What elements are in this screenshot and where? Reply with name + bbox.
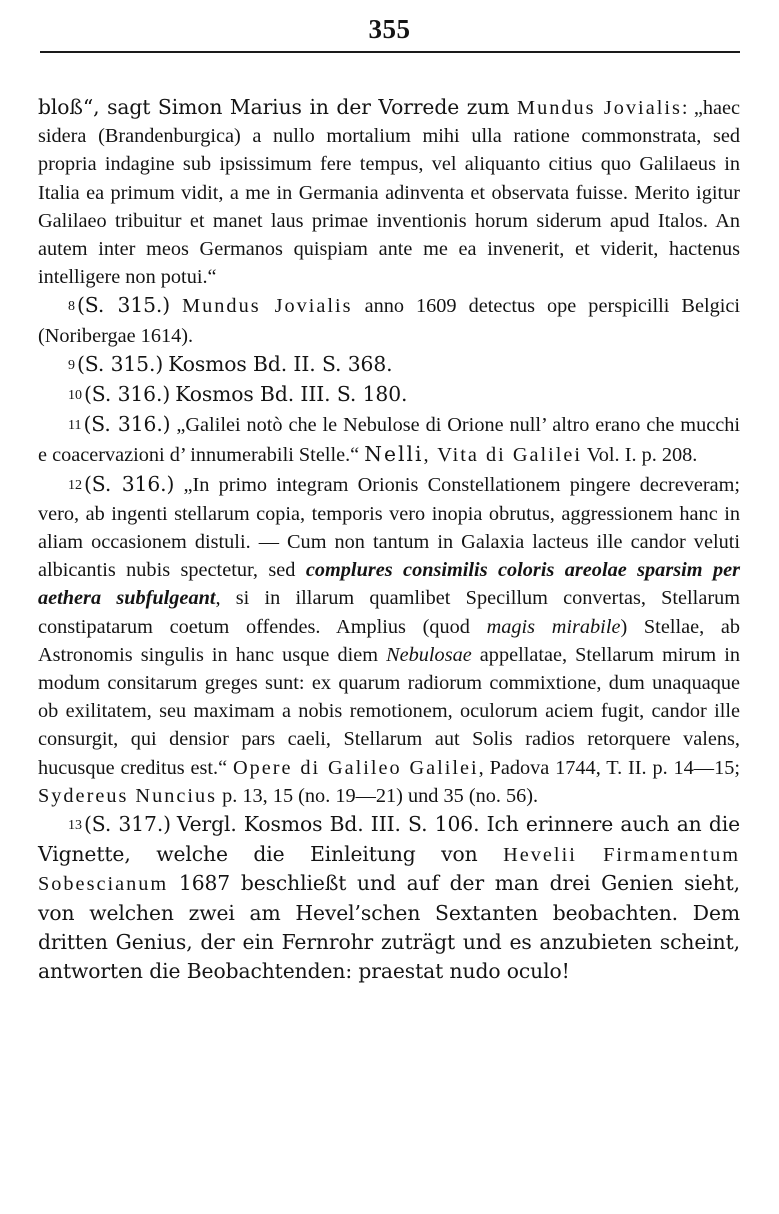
paragraph-main: [38, 93, 740, 291]
footnote-12-number: 12: [68, 477, 82, 493]
footnote-13: [38, 810, 740, 986]
footnote-10-text: Kosmos Bd. III. S. 180.: [175, 382, 408, 407]
footnote-11-ref: (S. 316.): [83, 412, 171, 437]
header-divider: [40, 51, 740, 53]
paragraph-main-latin: : „haec sidera (Brandenburgica) a nullo mortalium mihi ulla ratione commonstrata, sed propria indagine sub ipsissimum fere tempus, vel aliquanto citius quo Galilaeus in Italia ea primum vidit, a me in Germania adinventa et observata fuisse. Merito igitur Galilaeo tribuitur et manet laus primae inventionis horum siderum apud Italos. An autem inter meos Germanos quispiam ante me ea invenerit, et viderit, hactenus intelligere non potui.“: [38, 97, 740, 289]
footnote-12-ref: (S. 316.): [84, 471, 175, 496]
footnote-11: [38, 410, 740, 469]
footnote-12-cite-1: , Padova 1744, T. II. p. 14—15;: [478, 756, 740, 779]
footnote-12-italic-1: complures consimilis coloris areolae sparsim per aethera subfulgeant: [38, 559, 740, 610]
footnote-13-number: 13: [68, 818, 82, 834]
footnote-12-italic-3: Nebulosae: [386, 643, 472, 666]
footnote-13-text-2: 1687 beschließt und auf der man drei Genien sieht, von welchen zwei am Hevel’schen Sextanten beobachten. Dem dritten Genius, der ein Fernrohr zuträgt und es anzubieten scheint, antworten die Beobachtenden: praestat nudo oculo!: [38, 871, 740, 984]
footnote-13-ref: (S. 317.): [84, 812, 171, 837]
footnote-12-text-4: appellatae, Stellarum mirum in modum consitarum greges sunt: ex quarum radiorum commixtione, dum unaquaque ob exilitatem, seu maximam a nobis remotionem, oculorum aciem fugit, candor ille consurgit, qui densior pars caeli, Stellarum aut Solis radios retorquere valens, hucusque creditus est.“: [38, 643, 740, 779]
footnote-12: [38, 470, 740, 810]
footnote-11-work: , Vita di Galilei: [423, 444, 583, 467]
footnote-9-number: 9: [68, 357, 75, 373]
footnote-8-number: 8: [68, 299, 75, 315]
footnote-10-ref: (S. 316.): [84, 382, 171, 407]
footnote-9-text: Kosmos Bd. II. S. 368.: [168, 351, 393, 376]
footnote-12-text-1: „In primo integram Orionis Constellationem pingere decreveram; vero, ab ingenti stellarum copia, temporis vero inopia obrutus, aggressionem hanc in aliam occasionem distuli. — Cum non tantum in Galaxia lacteus ille candor veluti albicantis nubis spectetur, sed: [38, 473, 740, 582]
footnote-9: [38, 350, 740, 380]
footnote-13-text-1: Vergl. Kosmos Bd. III. S. 106. Ich erinnere auch an die Vignette, welche die Einleitung von: [38, 812, 741, 867]
footnote-10-number: 10: [68, 388, 82, 404]
footnote-13-work: Hevelii Firmamentum Sobescianum: [38, 844, 740, 896]
page-number: 355: [368, 14, 411, 44]
footnote-12-work-2: Sydereus Nuncius: [38, 784, 218, 807]
footnote-11-cite: Vol. I. p. 208.: [582, 444, 698, 467]
paragraph-main-fraktur-lead: bloß“, sagt Simon Marius in der Vorrede zum: [38, 95, 518, 119]
footnote-12-italic-2: magis mirabile: [486, 615, 621, 638]
page-body: [38, 93, 740, 986]
footnote-8: [38, 291, 740, 349]
footnote-11-number: 11: [68, 418, 82, 434]
footnote-11-text: „Galilei notò che le Nebulose di Orione null’ altro erano che mucchi e coacervazioni d’ innumerabili Stelle.“: [38, 414, 740, 467]
document-page: [0, 14, 779, 1214]
paragraph-main-title: Mundus Jovialis: [517, 97, 682, 119]
footnote-10: [38, 380, 740, 410]
footnote-12-cite-2: p. 13, 15 (no. 19—21) und 35 (no. 56).: [217, 784, 539, 807]
footnote-12-text-2: , si in illarum quamlibet Specillum convertas, Stellarum constipatarum coetum offendes. Amplius (quod: [38, 587, 740, 638]
footnote-12-text-3: ) Stellae, ab Astronomis singulis in hanc usque diem: [38, 615, 740, 666]
footnote-8-title: Mundus Jovialis: [182, 295, 353, 318]
footnote-11-author: Nelli: [364, 442, 424, 467]
footnote-12-work-1: Opere di Galileo Galilei: [232, 756, 479, 779]
footnote-8-text: anno 1609 detectus ope perspicilli Belgici (Noribergae 1614).: [38, 295, 740, 347]
footnote-8-ref: (S. 315.): [77, 293, 171, 318]
footnote-9-ref: (S. 315.): [77, 351, 164, 376]
